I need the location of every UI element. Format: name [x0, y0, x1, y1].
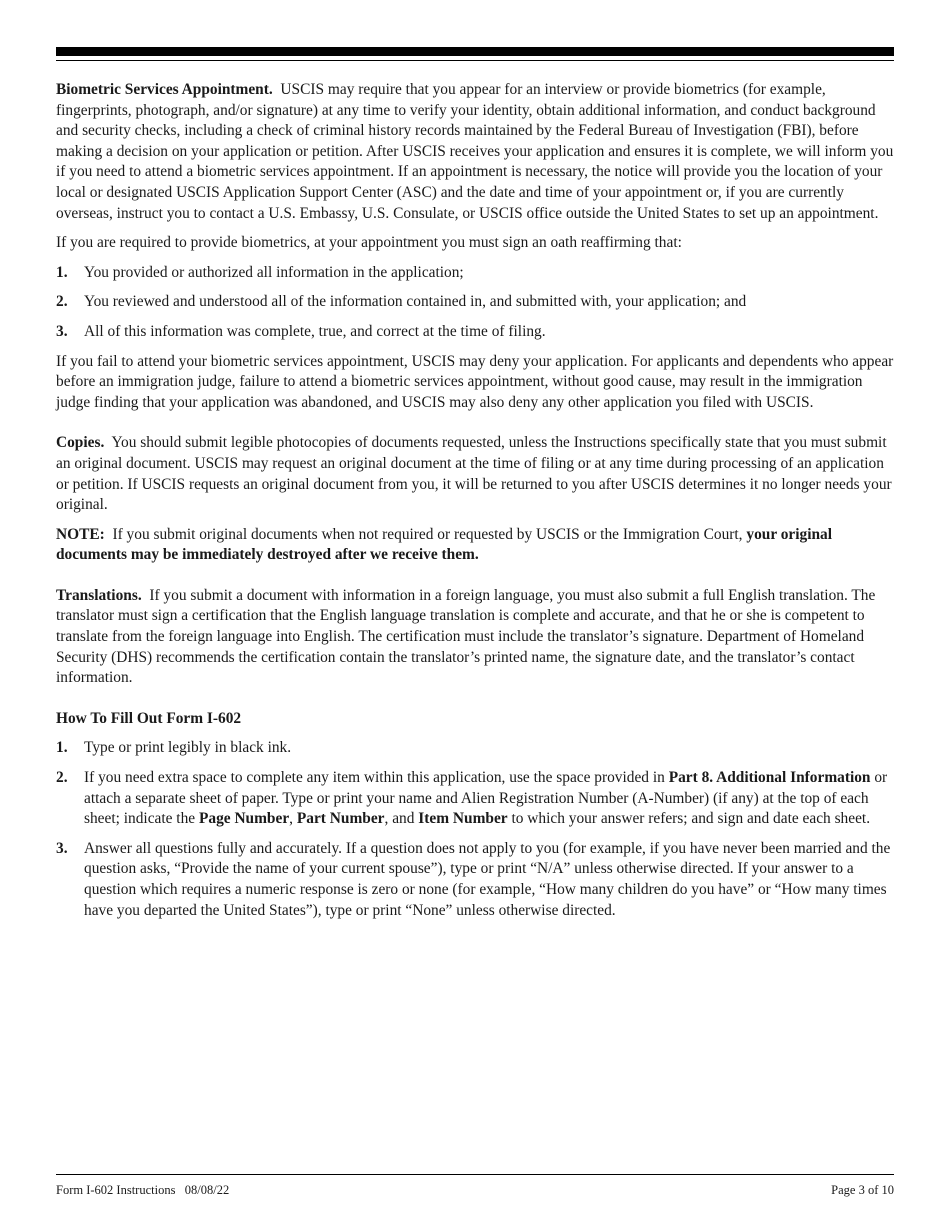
copies-paragraph: [56, 433, 896, 515]
oath-item-text: You reviewed and understood all of the information contained in, and submitted with, your application; and: [84, 293, 747, 311]
part-number-term: Part Number: [296, 810, 385, 828]
howto-item-number: 2.: [56, 769, 68, 787]
biometrics-heading: Biometric Services Appointment.: [56, 81, 273, 98]
howto-heading: How To Fill Out Form I-602: [56, 709, 242, 727]
footer-rule: [56, 1174, 894, 1175]
note-bold-text: your original documents may be immediately destroyed after we receive them.: [56, 525, 833, 564]
howto-item2-text-3: ,: [289, 810, 294, 828]
howto-item2-text-5: to which your answer refers; and sign and date each sheet.: [511, 810, 871, 828]
howto-item2-text-1: If you need extra space to complete any item within this application, use the space provided in: [84, 769, 665, 787]
howto-item2-text-2: or attach a separate sheet of paper. Type or print your name and Alien Registration Number (A-Number) (if any) at the top of each sheet; indicate the: [84, 769, 888, 828]
note-paragraph: [56, 525, 896, 566]
howto-item: [56, 768, 896, 830]
oath-item-number: 3.: [56, 322, 68, 340]
oath-item-number: 1.: [56, 263, 68, 281]
howto-item-number: 3.: [56, 839, 68, 857]
translations-body: If you submit a document with information in a foreign language, you must also submit a full English translation. The translator must sign a certification that the English language translation is complete and accurate, and that he or she is competent to translate from the foreign language into English. The certification must include the translator’s signature. Department of Homeland Security (DHS) recommends the certification contain the translator’s printed name, the signature date, and the translator’s contact information.: [56, 586, 876, 687]
header-thin-rule: [56, 60, 894, 61]
copies-heading: Copies.: [56, 434, 105, 452]
oath-item-number: 2.: [56, 293, 68, 311]
footer-page-number: Page 3 of 10: [831, 1183, 894, 1197]
oath-item: [56, 292, 896, 313]
page-number-term: Page Number: [198, 810, 290, 828]
howto-item-number: 1.: [56, 739, 68, 757]
biometrics-failure-paragraph: If you fail to attend your biometric services appointment, USCIS may deny your application. For applicants and dependents who appear before an immigration judge, failure to attend a biometric services appointment, without good cause, may result in the immigration judge finding that your application was abandoned, and USCIS may also deny any other application you filed with USCIS.: [56, 352, 894, 411]
note-text: If you submit original documents when not required or requested by USCIS or the Immigration Court,: [112, 525, 743, 543]
oath-item: [56, 322, 896, 343]
translations-heading: Translations.: [56, 586, 142, 604]
item-number-term: Item Number: [418, 810, 508, 828]
oath-intro: If you are required to provide biometrics, at your appointment you must sign an oath reaffirming that:: [56, 234, 682, 252]
oath-item-text: All of this information was complete, true, and correct at the time of filing.: [84, 322, 546, 340]
howto-item: [56, 738, 896, 759]
howto-item-text: [84, 768, 896, 830]
copies-body: You should submit legible photocopies of documents requested, unless the Instructions specifically state that you must submit an original document. USCIS may request an original document at the time of filing or at any time during processing of an application or petition. If USCIS requests an original document from you, it will be returned to you after USCIS determines it no longer needs your original.: [56, 434, 892, 514]
oath-item-text: You provided or authorized all information in the application;: [84, 263, 464, 281]
howto-item-text: Type or print legibly in black ink.: [84, 739, 292, 757]
howto-item-text: Answer all questions fully and accurately. If a question does not apply to you (for example, if you have never been married and the question asks, “Provide the name of your current spouse”), type or print “N/A” unless otherwise directed. If your answer to a question which requires a numeric response is zero or none (for example, “How many children do you have” or “How many times have you departed the United States”), type or print “None” unless otherwise directed.: [84, 839, 891, 919]
part8-reference: Part 8. Additional Information: [668, 769, 871, 787]
header-thick-rule: [56, 47, 894, 56]
translations-paragraph: [56, 586, 896, 689]
biometrics-body: USCIS may require that you appear for an interview or provide biometrics (for example, fingerprints, photograph, and/or signature) at any time to verify your identity, obtain additional information, and conduct background and security checks, including a check of criminal history records maintained by the Federal Bureau of Investigation (FBI), before making a decision on your application or petition. After USCIS receives your application and ensures it is complete, we will inform you if you need to attend a biometric services appointment. If an appointment is necessary, the notice will provide you the location of your local or designated USCIS Application Support Center (ASC) and the date and time of your appointment or, if you are currently overseas, instruct you to contact a U.S. Embassy, U.S. Consulate, or USCIS office outside the United States to set up an appointment.: [56, 81, 894, 222]
biometrics-paragraph: [56, 80, 896, 224]
howto-item2-text-4: , and: [384, 810, 415, 828]
note-label: NOTE:: [56, 525, 105, 543]
oath-item: [56, 263, 896, 284]
page-footer: [56, 1183, 894, 1198]
howto-item: [56, 839, 896, 921]
footer-form-id: Form I-602 Instructions 08/08/22: [56, 1183, 230, 1197]
page-content: [56, 80, 896, 930]
